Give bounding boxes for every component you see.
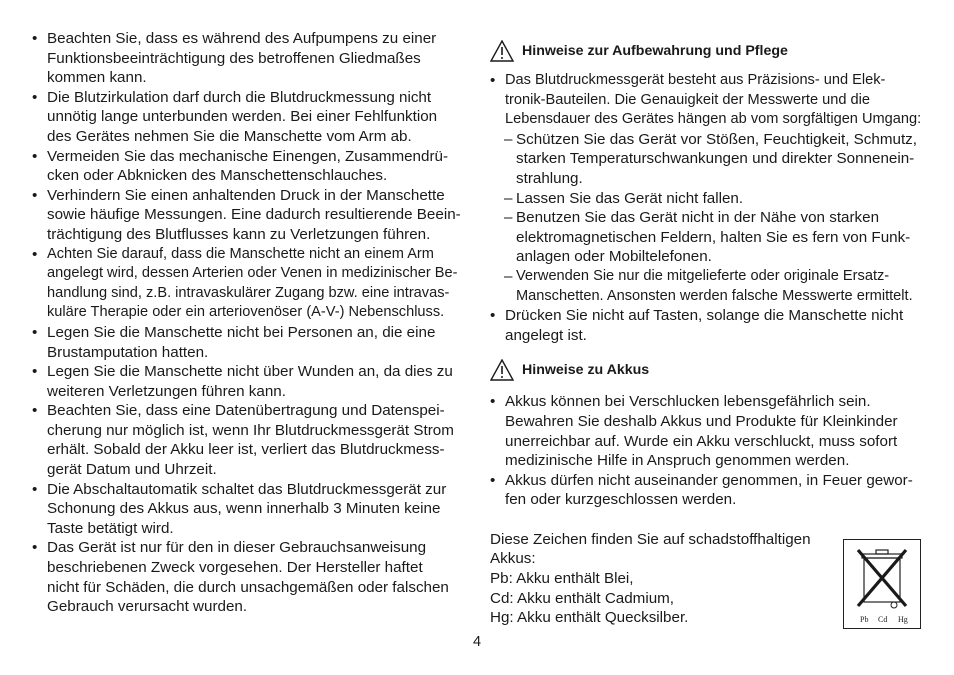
text-line: Legen Sie die Manschette nicht über Wunden an, da dies zu xyxy=(47,363,453,381)
text-line: Drücken Sie nicht auf Tasten, solange die Manschette nicht xyxy=(505,307,904,325)
bullet-glyph: • xyxy=(32,88,38,106)
bullet-glyph: • xyxy=(32,402,38,420)
text-line: Achten Sie darauf, dass die Manschette nicht an einem Arm xyxy=(47,245,434,262)
safety-bullet-list xyxy=(32,29,468,617)
bullet-item xyxy=(32,401,468,479)
crossed-bin-icon xyxy=(844,540,920,628)
bullet-item xyxy=(32,88,468,147)
text-line: des Gerätes nehmen Sie die Manschette vom Arm ab. xyxy=(47,127,412,145)
text-line: cken oder Abknicken des Manschettenschlauches. xyxy=(47,167,388,185)
text-line: fen oder kurzgeschlossen werden. xyxy=(505,491,737,509)
text-line: beschriebenen Zweck vorgesehen. Der Hersteller haftet xyxy=(47,559,423,577)
bullet-item xyxy=(32,29,468,88)
text-line: erhält. Sobald der Akku leer ist, verliert das Blutdruckmess- xyxy=(47,441,445,459)
text-line: Taste betätigt wird. xyxy=(47,519,174,537)
bullet-item xyxy=(490,71,930,130)
care-heading xyxy=(490,39,930,63)
bullet-item xyxy=(32,323,468,362)
text-line: unnötig lange unterbunden werden. Bei einer Fehlfunktion xyxy=(47,108,438,126)
care-heading-text: Hinweise zur Aufbewahrung und Pflege xyxy=(522,43,788,59)
text-line: Manschetten. Ansonsten werden falsche Messwerte ermittelt. xyxy=(516,287,913,304)
text-line: Schützen Sie das Gerät vor Stößen, Feuchtigkeit, Schmutz, xyxy=(516,130,917,148)
text-line: Die Blutzirkulation darf durch die Blutdruckmessung nicht xyxy=(47,88,432,106)
symbols-line: Cd: Akku enthält Cadmium, xyxy=(490,589,675,607)
text-line: Vermeiden Sie das mechanische Einengen, Zusammendrü- xyxy=(47,147,448,165)
bullet-item xyxy=(490,471,930,510)
text-line: Bewahren Sie deshalb Akkus und Produkte für Kleinkinder xyxy=(505,412,898,430)
bullet-glyph: • xyxy=(32,147,38,165)
symbols-line: Pb: Akku enthält Blei, xyxy=(490,570,634,588)
bullet-glyph: • xyxy=(490,471,496,489)
text-line: Gebrauch verursacht wurden. xyxy=(47,598,248,616)
care-list xyxy=(490,71,930,345)
text-line: nicht für Schäden, die durch unsachgemäßen oder falschen xyxy=(47,578,449,596)
text-line: gerät Datum und Uhrzeit. xyxy=(47,461,217,479)
bullet-glyph: • xyxy=(32,539,38,557)
text-line: kuläre Therapie oder ein arteriovenöser (A-V-) Nebenschluss. xyxy=(47,304,445,321)
bullet-glyph: • xyxy=(32,245,38,263)
bullet-item xyxy=(32,245,468,323)
dash-glyph: – xyxy=(504,189,513,207)
battery-list xyxy=(490,392,930,510)
bin-label-hg: Hg xyxy=(898,615,908,624)
warning-icon xyxy=(490,40,514,62)
crossed-bin-symbol xyxy=(843,539,921,629)
text-line: sowie häufige Messungen. Eine dadurch resultierende Beein- xyxy=(47,206,461,224)
text-line: angelegt wird, dessen Arterien oder Venen in medizinischer Be- xyxy=(47,265,458,282)
text-line: Schonung des Akkus aus, wenn innerhalb 3 Minuten keine xyxy=(47,500,441,518)
text-line: weiteren Verletzungen führen kann. xyxy=(47,382,286,400)
bullet-glyph: • xyxy=(32,480,38,498)
bullet-glyph: • xyxy=(32,363,38,381)
text-line: Beachten Sie, dass eine Datenübertragung und Datenspei- xyxy=(47,402,445,420)
battery-heading xyxy=(490,358,930,382)
text-line: strahlung. xyxy=(516,169,583,187)
text-line: Das Blutdruckmessgerät besteht aus Präzisions- und Elek- xyxy=(505,72,886,88)
dash-glyph: – xyxy=(504,130,513,148)
text-line: trächtigung des Blutflusses kann zu Verletzungen führen. xyxy=(47,225,431,243)
text-line: kommen kann. xyxy=(47,69,147,87)
dash-item xyxy=(490,189,930,209)
text-line: cherung nur möglich ist, wenn Ihr Blutdruckmessgerät Strom xyxy=(47,421,454,439)
dash-item xyxy=(490,130,930,189)
text-line: Brustamputation hatten. xyxy=(47,343,209,361)
text-line: Beachten Sie, dass es während des Aufpumpens zu einer xyxy=(47,30,437,47)
text-line: tronik-Bauteilen. Die Genauigkeit der Messwerte und die xyxy=(505,91,871,108)
text-line: Lassen Sie das Gerät nicht fallen. xyxy=(516,189,744,207)
dash-glyph: – xyxy=(504,267,513,285)
text-line: Verhindern Sie einen anhaltenden Druck in der Manschette xyxy=(47,186,445,204)
symbols-line: Hg: Akku enthält Quecksilber. xyxy=(490,609,689,627)
text-line: Lebensdauer des Gerätes hängen ab vom sorgfältigen Umgang: xyxy=(505,111,922,128)
text-line: Verwenden Sie nur die mitgelieferte oder originale Ersatz- xyxy=(516,267,890,284)
dash-item xyxy=(490,208,930,267)
warning-icon xyxy=(490,359,514,381)
bullet-item xyxy=(32,186,468,245)
text-line: Benutzen Sie das Gerät nicht in der Nähe von starken xyxy=(516,209,880,227)
text-line: elektromagnetischen Feldern, halten Sie es fern von Funk- xyxy=(516,228,911,246)
text-line: unerreichbar auf. Wurde ein Akku verschluckt, muss sofort xyxy=(505,432,898,450)
bullet-glyph: • xyxy=(32,30,38,47)
symbols-line: Akkus: xyxy=(490,550,536,568)
dash-glyph: – xyxy=(504,209,513,227)
text-line: handlung sind, z.B. intravaskulärer Zugang bzw. eine intravas- xyxy=(47,284,450,301)
text-line: Akkus können bei Verschlucken lebensgefährlich sein. xyxy=(505,393,871,411)
bullet-item xyxy=(32,362,468,401)
page-number: 4 xyxy=(472,634,482,650)
text-line: Funktionsbeeinträchtigung des betroffenen Gliedmaßes xyxy=(47,49,421,67)
bullet-item xyxy=(490,392,930,470)
text-line: starken Temperaturschwankungen und direkter Sonnenein- xyxy=(516,150,915,168)
dash-item xyxy=(490,267,930,306)
battery-heading-text: Hinweise zu Akkus xyxy=(522,362,650,379)
text-line: Legen Sie die Manschette nicht bei Personen an, die eine xyxy=(47,323,436,341)
bin-label-cd: Cd xyxy=(878,615,888,624)
text-line: Die Abschaltautomatik schaltet das Blutdruckmessgerät zur xyxy=(47,480,447,498)
bullet-item xyxy=(32,480,468,539)
text-line: medizinische Hilfe in Anspruch genommen werden. xyxy=(505,452,850,470)
bullet-glyph: • xyxy=(32,323,38,341)
bullet-glyph: • xyxy=(32,186,38,204)
bin-label-pb: Pb xyxy=(860,615,869,624)
bullet-item xyxy=(490,306,930,345)
bullet-glyph: • xyxy=(490,393,496,411)
bullet-glyph: • xyxy=(490,72,496,89)
text-line: Akkus dürfen nicht auseinander genommen, in Feuer gewor- xyxy=(505,471,913,489)
bullet-glyph: • xyxy=(490,307,496,325)
text-line: angelegt ist. xyxy=(505,326,587,344)
symbols-line: Diese Zeichen finden Sie auf schadstoffhaltigen xyxy=(490,530,811,548)
text-line: Das Gerät ist nur für den in dieser Gebrauchsanweisung xyxy=(47,539,427,557)
bullet-item xyxy=(32,147,468,186)
bullet-item xyxy=(32,538,468,616)
left-column xyxy=(32,29,468,617)
text-line: anlagen oder Mobiltelefonen. xyxy=(516,248,712,266)
